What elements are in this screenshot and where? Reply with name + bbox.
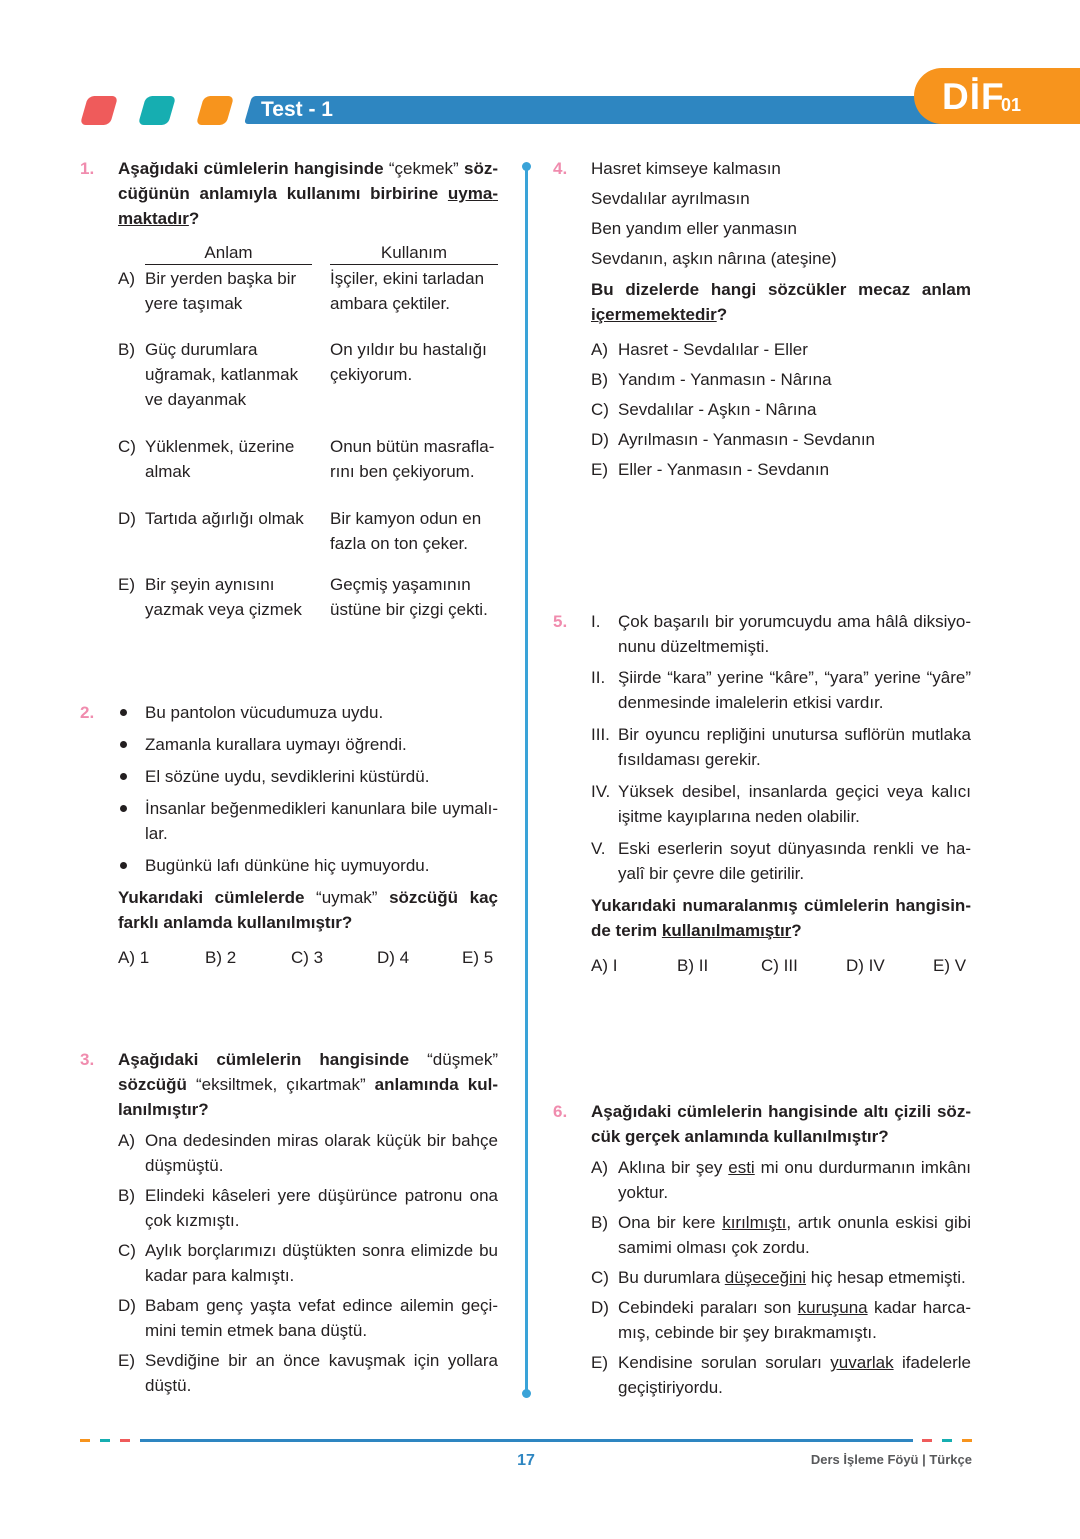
- q3-option-label: E): [118, 1351, 135, 1370]
- q2-bullet-item: El sözüne uydu, sevdiklerini küstürdü.: [145, 767, 430, 786]
- footer-dash: [942, 1439, 952, 1442]
- q1-option-usage: On yıldır bu hastalığı çekiyorum.: [330, 340, 487, 384]
- q5-stem: Yukarıdaki numaralanmış cümlelerin hangisinde terim kullanılmamıştır?: [591, 896, 971, 940]
- q4-poem-line: Ben yandım eller yanmasın: [591, 219, 797, 238]
- q1-option-meaning: Bir şeyin aynısını yazmak veya çizmek: [145, 575, 302, 619]
- q5-item-label: IV.: [591, 782, 611, 801]
- q2-bullet-item: Bugünkü lafı dünküne hiç uymuyordu.: [145, 856, 430, 875]
- q4-number: 4.: [553, 159, 568, 178]
- q3-option-text: Babam genç yaşta vefat edince ailemin geçimini temin etmek bana düştü.: [145, 1296, 498, 1340]
- q6-number: 6.: [553, 1102, 568, 1121]
- q4-option-text: Hasret - Sevdalılar - Eller: [618, 340, 808, 359]
- footer-dash: [962, 1439, 972, 1442]
- q4-poem-line: Sevdalılar ayrılmasın: [591, 189, 750, 208]
- q2-choice: D) 4: [377, 948, 410, 967]
- q1-option-usage: İşçiler, ekini tarladan ambara çektiler.: [330, 269, 485, 313]
- q6-option-text: Kendisine sorulan soruları yuvarlak ifadelerle geçiştiriyordu.: [618, 1353, 971, 1397]
- brand-logo: DİF: [942, 76, 1005, 117]
- q5-item-text: Çok başarılı bir yorumcuydu ama hâlâ diksiyonunu düzeltmemişti.: [618, 612, 971, 656]
- q4-stem: Bu dizelerde hangi sözcükler mecaz anlam içermemektedir?: [591, 280, 971, 324]
- q2-number: 2.: [80, 703, 95, 722]
- q2-choice: B) 2: [205, 948, 237, 967]
- q5-choice: D) IV: [846, 956, 885, 975]
- bullet-icon: [120, 773, 127, 780]
- q5-item-text: Şiirde “kara” yerine “kâre”, “yara” yerine “yâre” denmesinde imalelerin etkisi vardır.: [618, 668, 971, 712]
- footer-dash: [80, 1439, 90, 1442]
- footer-dash: [120, 1439, 130, 1442]
- q4-option-text: Ayrılmasın - Yanmasın - Sevdanın: [618, 430, 876, 449]
- q2-bullet-item: İnsanlar beğenmedikleri kanunlara bile uymalılar.: [145, 799, 498, 843]
- q4-option-text: Sevdalılar - Aşkın - Nârına: [618, 400, 817, 419]
- q5-choice: B) II: [677, 956, 709, 975]
- divider-top-dot: [522, 162, 531, 171]
- q2-choice: A) 1: [118, 948, 150, 967]
- q4-option-label: C): [591, 400, 609, 419]
- q5-item-text: Eski eserlerin soyut dünyasında renkli ve hayalî bir çevre dile getirilir.: [618, 839, 971, 883]
- divider-bottom-dot: [522, 1389, 531, 1398]
- q1-option-label: C): [118, 437, 136, 456]
- q6-option-label: E): [591, 1353, 608, 1372]
- q2-stem: Yukarıdaki cümlelerde “uymak” sözcüğü kaç farklı anlamda kullanılmıştır?: [118, 888, 498, 932]
- q1-option-label: E): [118, 575, 135, 594]
- q6-option-text: Bu durumlara düşeceğini hiç hesap etmemişti.: [618, 1268, 966, 1287]
- q1-option-usage: Bir kamyon odun en fazla on ton çeker.: [330, 509, 482, 553]
- q3-option-text: Sevdiğine bir an önce kavuşmak için yollara düştü.: [145, 1351, 498, 1395]
- q5-item-text: Yüksek desibel, insanlarda geçici veya kalıcı işitme kayıplarına neden olabilir.: [618, 782, 971, 826]
- q1-option-meaning: Bir yerden başka bir yere taşımak: [145, 269, 297, 313]
- q3-stem: Aşağıdaki cümlelerin hangisinde “düşmek” sözcüğü “eksiltmek, çıkartmak” anlamında kullanılmıştır?: [118, 1050, 499, 1119]
- q3-option-label: D): [118, 1296, 136, 1315]
- q3-number: 3.: [80, 1050, 95, 1069]
- q4-option-label: A): [591, 340, 608, 359]
- q3-option-label: A): [118, 1131, 135, 1150]
- q4-option-label: D): [591, 430, 609, 449]
- footer-line: [140, 1439, 913, 1442]
- q1-option-meaning: Güç durumlara uğramak, katlanmak ve dayanmak: [145, 340, 299, 409]
- q6-option-text: Cebindeki paraları son kuruşuna kadar harcamış, cebinde bir şey bırakmamıştı.: [618, 1298, 972, 1342]
- header-red-shape: [80, 96, 118, 125]
- q1-col-usage-header: Kullanım: [330, 242, 498, 265]
- q1-number: 1.: [80, 159, 95, 178]
- q3-option-text: Ona dedesinden miras olarak küçük bir bahçe düşmüştü.: [145, 1131, 498, 1175]
- q1-col-meaning-header: Anlam: [145, 242, 312, 265]
- q1-option-meaning: Tartıda ağırlığı olmak: [145, 509, 304, 528]
- q6-option-label: D): [591, 1298, 609, 1317]
- q2-bullet-item: Zamanla kurallara uymayı öğrendi.: [145, 735, 407, 754]
- q3-option-text: Aylık borçlarımızı düştükten sonra elimizde bu kadar para kalmıştı.: [145, 1241, 498, 1285]
- book-title: Ders İşleme Föyü | Türkçe: [810, 1452, 972, 1467]
- bullet-icon: [120, 709, 127, 716]
- q4-option-text: Eller - Yanmasın - Sevdanın: [618, 460, 830, 479]
- q6-option-label: B): [591, 1213, 608, 1232]
- q1-option-usage: Geçmiş yaşamının üstüne bir çizgi çekti.: [330, 575, 488, 619]
- q1-option-meaning: Yüklenmek, üzerine almak: [145, 437, 295, 481]
- column-divider: [525, 166, 528, 1393]
- q2-choice: E) 5: [462, 948, 494, 967]
- q4-option-text: Yandım - Yanmasın - Nârına: [618, 370, 832, 389]
- brand-number: 01: [1001, 95, 1022, 115]
- q6-option-text: Aklına bir şey esti mi onu durdurmanın imkânı yoktur.: [618, 1158, 972, 1202]
- q3-option-label: B): [118, 1186, 135, 1205]
- header-teal-shape: [138, 96, 176, 125]
- q5-item-label: I.: [591, 612, 601, 631]
- q4-option-label: B): [591, 370, 608, 389]
- q3-option-label: C): [118, 1241, 136, 1260]
- q4-option-label: E): [591, 460, 608, 479]
- q5-item-label: II.: [591, 668, 606, 687]
- q2-bullet-item: Bu pantolon vücudumuza uydu.: [145, 703, 384, 722]
- q5-choice: E) V: [933, 956, 967, 975]
- q5-number: 5.: [553, 612, 568, 631]
- q5-item-text: Bir oyuncu repliğini unutursa suflörün mutlaka fısıldaması gerekir.: [618, 725, 971, 769]
- bullet-icon: [120, 862, 127, 869]
- q2-choice: C) 3: [291, 948, 324, 967]
- q6-option-text: Ona bir kere kırılmıştı, artık onunla eskisi gibi samimi olması çok zordu.: [618, 1213, 971, 1257]
- test-title: Test - 1: [261, 98, 333, 121]
- header-orange-shape: [196, 96, 234, 125]
- q5-choice: A) I: [591, 956, 618, 975]
- q1-option-label: A): [118, 269, 135, 288]
- q4-poem-line: Sevdanın, aşkın nârına (ateşine): [591, 249, 837, 268]
- q3-option-text: Elindeki kâseleri yere düşürünce patronu ona çok kızmıştı.: [145, 1186, 498, 1230]
- q6-option-label: A): [591, 1158, 608, 1177]
- bullet-icon: [120, 741, 127, 748]
- header-bar: [244, 96, 972, 124]
- footer-dash: [922, 1439, 932, 1442]
- q1-option-label: B): [118, 340, 135, 359]
- q5-item-label: V.: [591, 839, 606, 858]
- bullet-icon: [120, 805, 127, 812]
- q1-option-usage: Onun bütün masraflarını ben çekiyorum.: [330, 437, 495, 481]
- q1-stem: Aşağıdaki cümlelerin hangisinde “çekmek” sözcüğünün anlamıyla kullanımı birbirine uymamaktadır?: [118, 159, 498, 228]
- footer-dash: [100, 1439, 110, 1442]
- q6-option-label: C): [591, 1268, 609, 1287]
- q1-option-label: D): [118, 509, 136, 528]
- q6-stem: Aşağıdaki cümlelerin hangisinde altı çizili sözcük gerçek anlamında kullanılmıştır?: [591, 1102, 971, 1146]
- q5-choice: C) III: [761, 956, 798, 975]
- q5-item-label: III.: [591, 725, 610, 744]
- page-number: 17: [517, 1452, 535, 1469]
- q4-poem-line: Hasret kimseye kalmasın: [591, 159, 781, 178]
